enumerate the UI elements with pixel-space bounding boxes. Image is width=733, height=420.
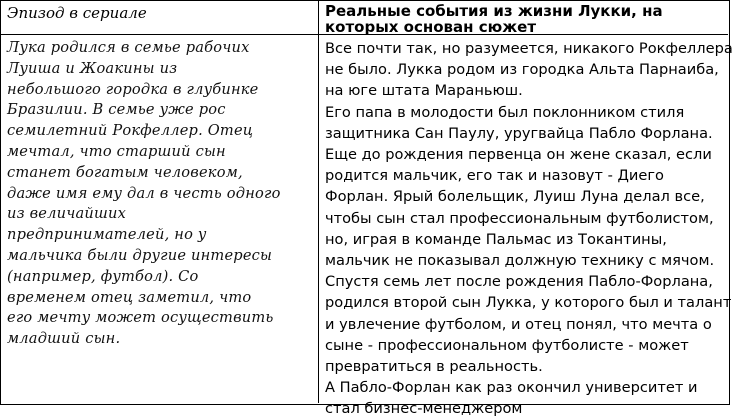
episode-line: мечтал, что старший сын <box>7 142 226 160</box>
real-line: чтобы сын стал профессиональным футболистом, <box>325 209 714 227</box>
episode-cell <box>1 35 319 403</box>
real-line: Все почти так, но разумеется, никакого Рокфеллера <box>325 40 733 57</box>
episode-line: Бразилии. В семье уже рос <box>7 101 226 119</box>
episode-line: из величайших <box>7 205 127 223</box>
real-line: мальчик не показывал должную технику с мячом. <box>325 252 715 270</box>
real-line: Форлан. Ярый болельщик, Луиш Луна делал все, <box>325 188 705 206</box>
real-line: не было. Лукка родом из городка Альта Парнаиба, <box>325 61 719 79</box>
real-line: А Пабло-Форлан как раз окончил университет и <box>325 379 698 397</box>
episode-line: временем отец заметил, что <box>7 288 252 306</box>
episode-line: Лука родился в семье рабочих <box>7 39 250 56</box>
episode-line: младший сын. <box>7 330 121 348</box>
episode-line: (например, футбол). Со <box>7 267 199 285</box>
real-line: Спустя семь лет после рождения Пабло-Форлана, <box>325 273 713 291</box>
real-line: на юге штата Мараньюш. <box>325 82 523 100</box>
real-line: превратиться в реальность. <box>325 358 543 376</box>
real-line: но, играя в команде Пальмас из Токантины, <box>325 230 667 248</box>
episode-line: Луиша и Жоакины из <box>7 59 178 77</box>
header-real-events <box>319 1 728 35</box>
real-line: сыне - профессиональном футболисте - может <box>325 336 689 354</box>
episode-line: мальчика были другие интересы <box>7 246 273 264</box>
episode-line: даже имя ему дал в честь одного <box>7 184 281 202</box>
real-line: родился второй сын Лукка, у которого был и талант <box>325 294 732 312</box>
real-line: родится мальчик, его так и назовут - Диего <box>325 167 664 185</box>
real-line: защитника Сан Паулу, уругвайца Пабло Форлана. <box>325 124 713 142</box>
header-episode-text: Эпизод в сериале <box>7 4 147 22</box>
real-line: и увлечение футболом, и отец понял, что мечта о <box>325 315 712 333</box>
episode-line: предпринимателей, но у <box>7 226 207 244</box>
episode-line: его мечту может осуществить <box>7 309 274 327</box>
episode-line: станет богатым человеком, <box>7 163 243 181</box>
real-line: Еще до рождения первенца он жене сказал, если <box>325 146 712 164</box>
real-events-cell <box>319 35 733 418</box>
header-real-events-text: Реальные события из жизни Лукки, на которых основан сюжет <box>325 2 663 36</box>
real-line: Его папа в молодости был поклонником стиля <box>325 103 685 121</box>
episode-line: небольшого городка в глубинке <box>7 80 259 98</box>
real-line: стал бизнес-менеджером <box>325 400 523 418</box>
episode-line: семилетний Рокфеллер. Отец <box>7 122 254 140</box>
header-episode <box>1 1 319 35</box>
